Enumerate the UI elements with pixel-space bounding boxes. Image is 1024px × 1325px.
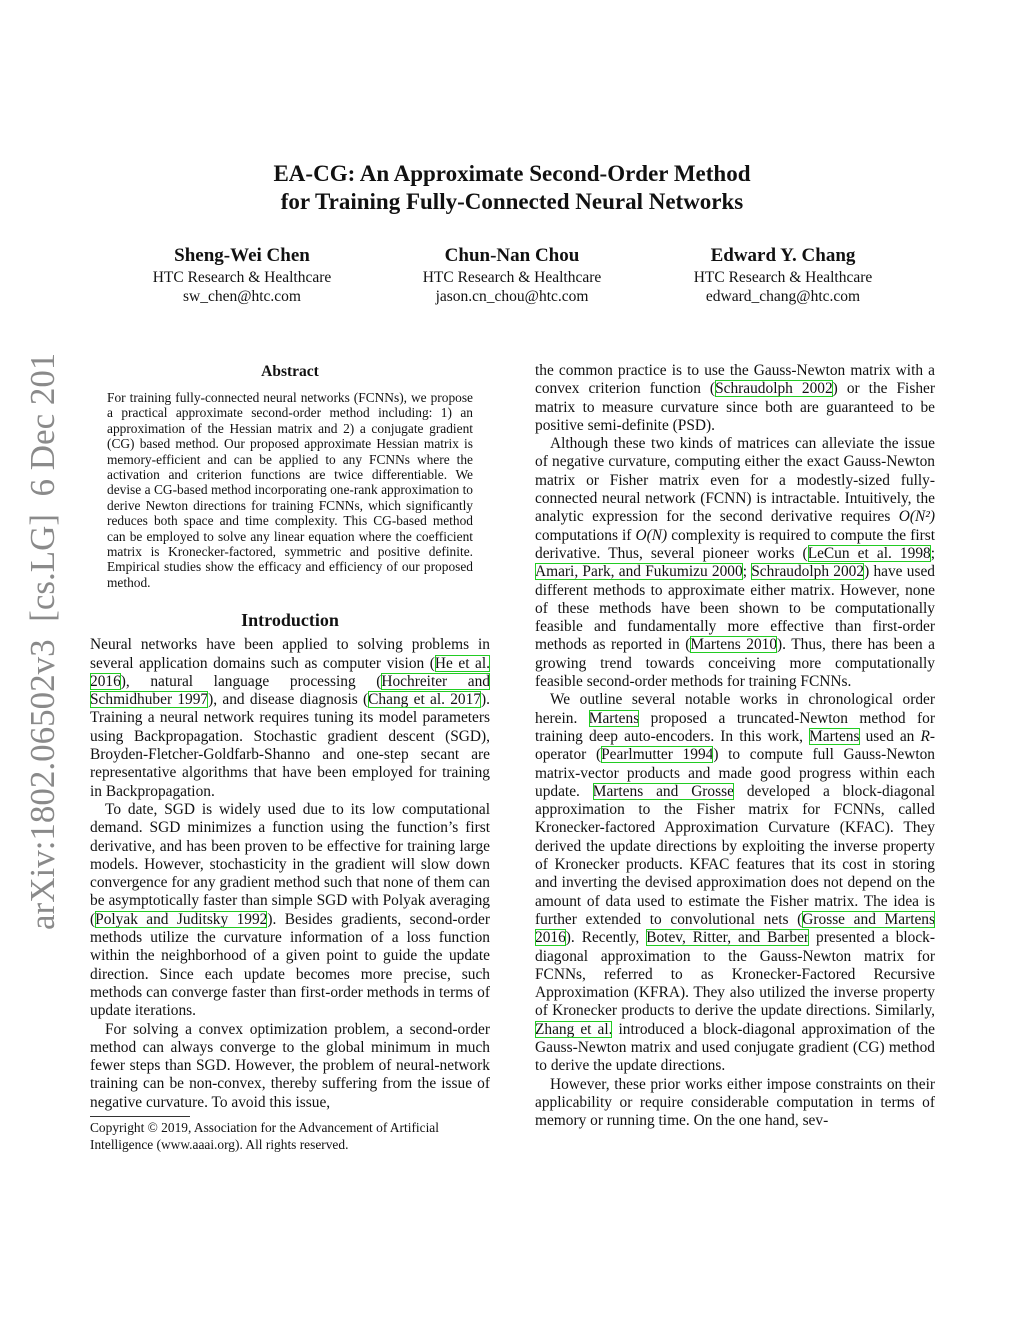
text-span: ) to compute full Gauss-Newton matrix-vector products and made good progress within each update. xyxy=(535,746,935,800)
abstract-text: For training fully-connected neural networks (FCNNs), we propose a practical approximate second-order method including: 1) an approximation of the Hessian matrix and 2) a conjugate gradient (CG) based method. Our proposed approximate Hessian matrix is memory-efficient and can be applied to any FCNNs where the activation and criterion functions are twice differentiable. We devise a CG-based method incorporating one-rank approximation to derive Newton directions for training FCNNs, which significantly reduces both space and time complexity. This CG-based method can be employed to solve any linear equation where the coefficient matrix is Kronecker-factored, symmetric and positive definite. Empirical studies show the efficacy and efficiency of our proposed method. xyxy=(107,390,473,590)
arxiv-stamp xyxy=(6,355,66,935)
right-paragraph-4: However, these prior works either impose constraints on their applicability or require considerable computation in terms of memory or running time. On the one hand, sev- xyxy=(535,1075,935,1130)
copyright-footnote: Copyright © 2019, Association for the Advancement of Artificial Intelligence (www.aaai.org). All rights reserved. xyxy=(90,1120,439,1152)
text-span: computations if xyxy=(535,526,636,544)
text-span: used an xyxy=(859,727,921,745)
math-expression: R xyxy=(920,727,930,745)
citation-link[interactable]: Polyak and Juditsky 1992 xyxy=(95,910,268,928)
text-span: ), and disease diagnosis ( xyxy=(208,691,369,709)
text-span: introduced a block-diagonal approximation of the Gauss-Newton matrix and used conjugate gradient (CG) method to derive the update directions. xyxy=(535,1020,935,1075)
citation-link[interactable]: Schraudolph 2002 xyxy=(715,380,833,398)
author-email: edward_chang@htc.com xyxy=(705,288,861,305)
citation-link[interactable]: Chang et al. 2017 xyxy=(368,691,482,709)
author-name: Edward Y. Chang xyxy=(710,245,856,266)
author-email: sw_chen@htc.com xyxy=(182,288,301,305)
intro-paragraph-2 xyxy=(90,801,490,1021)
text-span: ; xyxy=(930,544,935,562)
citation-link[interactable]: Martens and Grosse xyxy=(592,782,734,800)
citation-link[interactable]: Grosse and Martens 2016 xyxy=(535,910,935,947)
text-span: ). Training a neural network requires tuning its model parameters using Backpropagation. Stochastic gradient descent (SGD), Broyden-Fletcher-Goldfarb-Shanno and one-step secant are representative algorithms that have been employed for training in Backpropagation. xyxy=(90,691,490,800)
footnote-divider xyxy=(90,1116,190,1117)
author-email: jason.cn_chou@htc.com xyxy=(435,288,589,305)
citation-link[interactable]: Martens xyxy=(809,727,860,745)
author-affiliation: HTC Research & Healthcare xyxy=(422,269,602,286)
text-span: ) or the Fisher matrix to measure curvature since both are guaranteed to be positive semi-definite (PSD). xyxy=(535,380,935,434)
text-span: Neural networks have been applied to solving problems in several application domains such as computer vision ( xyxy=(90,636,490,672)
author-name: Chun-Nan Chou xyxy=(444,245,580,266)
author-affiliation: HTC Research & Healthcare xyxy=(693,269,873,286)
citation-link[interactable]: LeCun et al. 1998 xyxy=(807,544,931,562)
title-line-1: EA-CG: An Approximate Second-Order Method xyxy=(273,161,751,186)
author-name: Sheng-Wei Chen xyxy=(174,245,310,266)
title-line-2: for Training Fully-Connected Neural Networks xyxy=(280,189,744,214)
author-1 xyxy=(102,244,382,306)
author-2 xyxy=(372,244,652,306)
text-span: We outline several notable works in chronological order herein. xyxy=(535,691,935,727)
text-span: ). Recently, xyxy=(565,929,647,947)
right-paragraph-1 xyxy=(535,362,935,435)
citation-link[interactable]: Schraudolph 2002 xyxy=(751,563,865,581)
author-affiliation: HTC Research & Healthcare xyxy=(152,269,332,286)
text-span: ). Thus, there has been a growing trend towards conceiving more computationally feasible second-order methods for training FCNNs. xyxy=(535,636,935,691)
text-span: ) have used different methods to approximate either matrix. However, none of these methods have been shown to be computationally feasible and fundamentally more effective than first-order methods as reported in ( xyxy=(535,563,935,654)
arxiv-stamp-text: arXiv:1802.06502v3 [cs.LG] 6 Dec 2018 xyxy=(23,355,62,930)
right-column xyxy=(535,362,935,1130)
intro-paragraph-1 xyxy=(90,636,490,801)
text-span: To date, SGD is widely used due to its low computational demand. SGD minimizes a function using the function’s first derivative, and has been proven to be effective for training large models. However, stochasticity in the gradient will slow down convergence for any gradient method such that none of them can be asymptotically faster than simple SGD with Polyak averaging ( xyxy=(90,800,490,928)
text-span: ; xyxy=(742,563,752,581)
citation-link[interactable]: He et al. 2016 xyxy=(90,654,491,690)
left-column xyxy=(90,362,490,1153)
citation-link[interactable]: Pearlmutter 1994 xyxy=(601,746,714,764)
right-paragraph-3 xyxy=(535,691,935,1075)
citation-link[interactable]: Martens xyxy=(588,709,640,727)
text-span: developed a block-diagonal approximation to the Fisher matrix for FCNNs, called Kronecker-factored Approximation Curvature (KFAC). They derived the update directions by exploiting the inverse property of Kronecker products. KFAC features that its cost in storing and inverting the devised approximation does not depend on the amount of data used to estimate the Fisher matrix. The idea is further extended to convolutional nets ( xyxy=(535,782,935,928)
author-3 xyxy=(643,244,923,306)
intro-paragraph-3: For solving a convex optimization problem, a second-order method can always converge to the global minimum in much fewer steps than SGD. However, the problem of neural-network training can be non-convex, thereby suffering from the issue of negative curvature. To avoid this issue, xyxy=(90,1020,490,1111)
introduction-heading: Introduction xyxy=(241,610,339,631)
abstract-heading: Abstract xyxy=(261,363,319,380)
text-span: proposed a truncated-Newton method for training deep auto-encoders. In this work, xyxy=(535,709,935,745)
text-span: complexity is required to compute the first derivative. Thus, several pioneer works ( xyxy=(535,526,935,562)
citation-link[interactable]: Zhang et al. xyxy=(535,1020,613,1038)
math-expression: O(N²) xyxy=(898,508,935,526)
text-span: the common practice is to use the Gauss-Newton matrix with a convex criterion function ( xyxy=(535,362,935,398)
text-span: presented a block-diagonal approximation to the Gauss-Newton matrix for FCNNs, referred to as Kronecker-Factored Recursive Approximation (KFRA). They also utilized the inverse property of Kronecker products to derive the update directions. Similarly, xyxy=(535,929,936,1020)
citation-link[interactable]: Amari, Park, and Fukumizu 2000 xyxy=(535,563,743,581)
citation-link[interactable]: Hochreiter and Schmidhuber 1997 xyxy=(90,672,490,709)
text-span: ), natural language processing ( xyxy=(120,672,382,690)
text-span: ). Besides gradients, second-order methods utilize the curvature information of a loss function within the neighborhood of a given point to guide the update direction. Since each update becomes more precise, such methods can converge faster than first-order methods in terms of update iterations. xyxy=(90,910,490,1020)
citation-link[interactable]: Martens 2010 xyxy=(690,636,778,654)
math-expression: O(N) xyxy=(635,526,668,544)
text-span: -operator ( xyxy=(535,727,935,764)
right-paragraph-2 xyxy=(535,435,935,691)
text-span: Although these two kinds of matrices can alleviate the issue of negative curvature, computing either the exact Gauss-Newton matrix or Fisher matrix even for a modestly-sized fully-connected neural network (FCNN) is intractable. Intuitively, the analytic expression for the second derivative requires xyxy=(535,435,935,526)
citation-link[interactable]: Botev, Ritter, and Barber xyxy=(646,929,810,947)
paper-title xyxy=(0,160,1024,216)
